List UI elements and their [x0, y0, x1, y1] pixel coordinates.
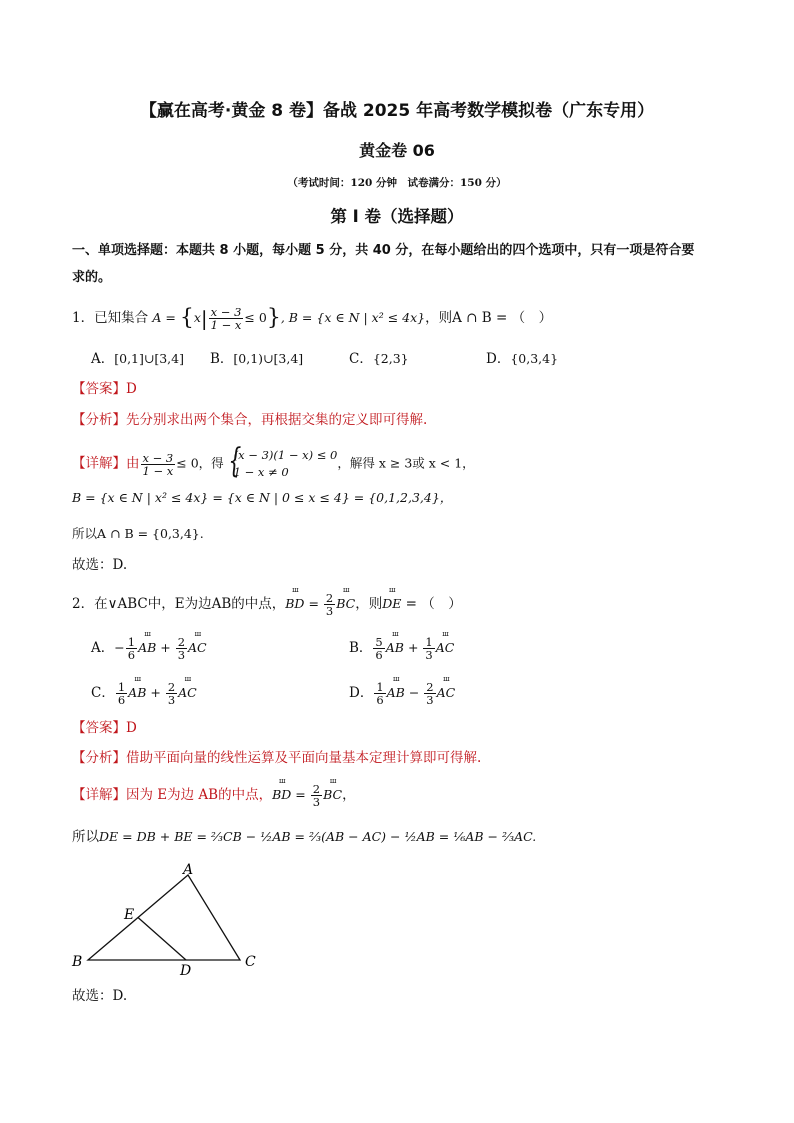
section-title: 第 I 卷（选择题）	[330, 207, 464, 226]
q1-setB: , B = {x ∈ N | x² ≤ 4x}	[280, 310, 426, 325]
q1-option-d[interactable]: D．{0,3,4}	[486, 351, 559, 367]
q1-analysis: 【分析】先分别求出两个集合，再根据交集的定义即可得解.	[72, 412, 428, 428]
q1-option-c[interactable]: C．{2,3}	[349, 351, 409, 367]
triangle-abc	[88, 875, 240, 960]
q1-answer: 【答案】D	[72, 381, 137, 397]
q2-vec-de: ш DE	[382, 586, 402, 611]
q2-option-d[interactable]: D． $\frac{1}{6}$ ш AB − $\frac{2}{3}$ ш AC	[349, 675, 456, 707]
triangle-figure	[68, 858, 268, 980]
q1-detail-line-1: 【详解】由 $\frac{x - 3}{1 - x}$ ≤ 0，得 { (x − 3)(1 − x) ≤ 0 1 − x ≠ 0 ，解得 x ≥ 3或 x < 1，	[72, 441, 475, 481]
q1-conclusion: 故选：D.	[72, 557, 128, 573]
paper-subtitle: 黄金卷 06	[359, 141, 435, 160]
q2-vec-bc: ш BC	[336, 586, 356, 611]
q1-setA-tail: ≤ 0	[244, 310, 267, 325]
label-a: A	[183, 862, 194, 878]
q1-bar: |	[200, 306, 208, 331]
q1-setA-var: x	[193, 310, 201, 325]
q1-brace-open: {	[179, 305, 194, 331]
q1-detail-fraction: $\frac{x - 3}{1 - x}$	[142, 450, 174, 478]
label-b: B	[72, 954, 83, 970]
q2-option-b[interactable]: B． $\frac{5}{6}$ ш AB + $\frac{1}{3}$ ш AC	[349, 630, 455, 662]
q1-option-a[interactable]: A．[0,1]∪[3,4]	[91, 351, 184, 367]
label-e: E	[124, 907, 135, 923]
q2-option-a[interactable]: A．− $\frac{1}{6}$ ш AB + $\frac{2}{3}$ ш AC	[91, 630, 207, 662]
q1-detail-line-3: 所以A ∩ B = {0,3,4}.	[72, 526, 204, 541]
q2-option-c[interactable]: C． $\frac{1}{6}$ ш AB + $\frac{2}{3}$ ш AC	[91, 675, 197, 707]
q1-detail-line-2: B = {x ∈ N | x² ≤ 4x} = {x ∈ N | 0 ≤ x ≤ 4} = {0,1,2,3,4}，	[72, 490, 453, 505]
q1-detail-system: { (x − 3)(1 − x) ≤ 0 1 − x ≠ 0	[227, 441, 338, 481]
segment-ed	[138, 918, 186, 961]
document-title: 【赢在高考·黄金 8 卷】备战 2025 年高考数学模拟卷（广东专用）	[139, 101, 655, 121]
label-d: D	[180, 963, 192, 979]
q2-stem: 2．在∨ABC中，E为边AB的中点， ш BD = $\frac{2}{3}$ ш BC，则 ш DE = （ ）	[72, 586, 462, 618]
q2-detail-line-1: 【详解】因为 E为边 AB的中点， ш BD = $\frac{2}{3}$ ш BC，	[72, 777, 356, 809]
q1-setA-lhs: A =	[152, 310, 180, 325]
q2-conclusion: 故选：D.	[72, 988, 128, 1004]
q1-option-b[interactable]: B．[0,1)∪[3,4]	[210, 351, 304, 367]
q1-brace-close: }	[266, 305, 281, 331]
instructions-line-2: 求的。	[72, 270, 112, 285]
q2-detail-line-2: 所以DE = DB + BE = ⅔CB − ½AB = ⅔(AB − AC) − ½AB = ⅙AB − ⅔AC.	[72, 829, 537, 845]
label-c: C	[245, 954, 256, 970]
q1-ask: ，则A ∩ B = （ ）	[425, 310, 553, 326]
q2-vec-bd: ш BD	[285, 586, 305, 611]
q2-answer: 【答案】D	[72, 720, 137, 736]
q1-number: 1．已知集合	[72, 310, 149, 326]
q1-stem	[72, 306, 552, 331]
q2-analysis: 【分析】借助平面向量的线性运算及平面向量基本定理计算即可得解.	[72, 750, 482, 766]
q2-given-fraction: $\frac{2}{3}$	[325, 591, 334, 618]
q1-setA-fraction: $\frac{x - 3}{1 - x}$	[210, 305, 242, 332]
exam-info: （考试时间：120 分钟 试卷满分：150 分）	[287, 177, 507, 189]
instructions-line-1: 一、单项选择题：本题共 8 小题，每小题 5 分，共 40 分，在每小题给出的四个选项中，只有一项是符合要	[72, 243, 695, 258]
